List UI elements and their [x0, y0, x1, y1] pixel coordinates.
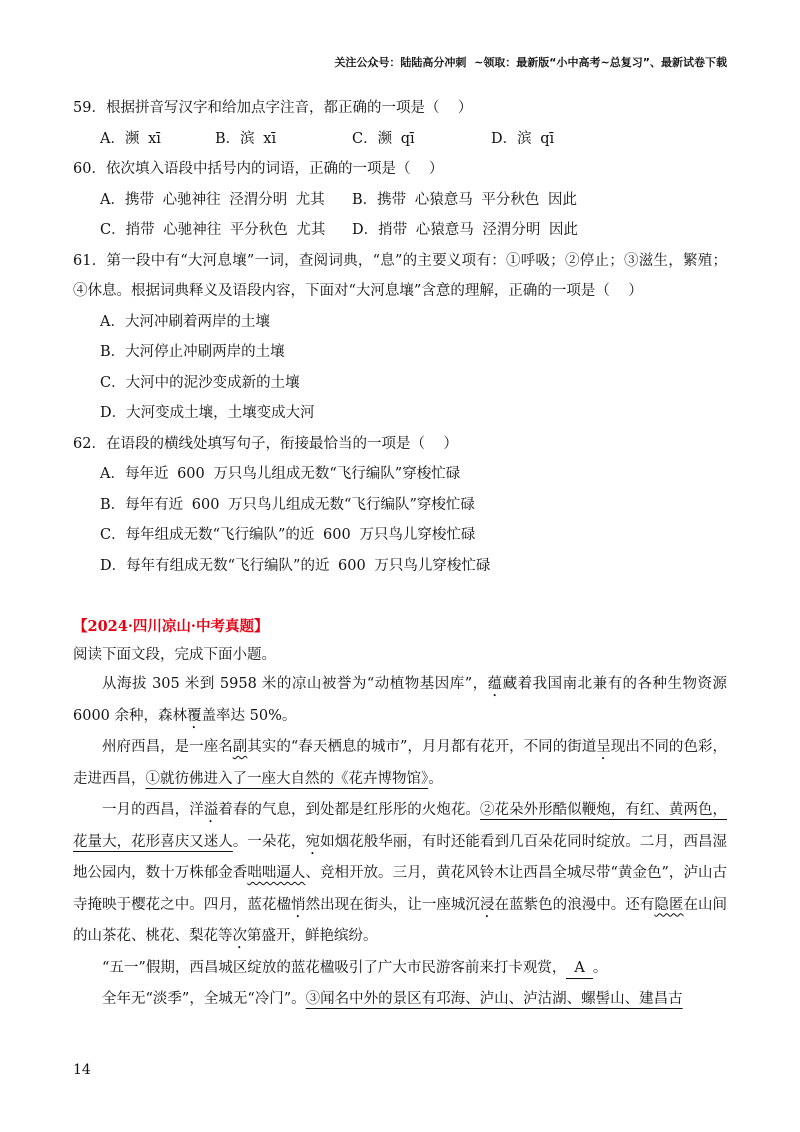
- passage-text: 其实的“春天栖息的城市”，月月都有花开，不同的街道: [247, 739, 597, 755]
- option-text: D．大河变成土壤，土壤变成大河: [100, 405, 315, 421]
- question-59-option-c: C．濒 qī: [352, 130, 415, 147]
- question-60-stem: 60．依次填入语段中括号内的词语，正确的一项是（ ）: [73, 161, 444, 177]
- passage-text: 。: [428, 770, 443, 787]
- question-61-option-a: [73, 307, 727, 338]
- passage-text: 盖率达 50%。: [201, 707, 297, 724]
- question-59-option-d: D．滨 qī: [491, 130, 555, 147]
- question-60-options-row-2: [73, 215, 727, 246]
- passage-text: 州府西昌，是一座名: [102, 739, 233, 755]
- passage-text: 、竞相开放。三月，黄花风铃木让西昌全城尽带“黄金色”，泸山古寺掩映于樱花之中。四月，蓝花楹: [73, 865, 728, 913]
- wavy-marked-text: 副: [232, 739, 248, 755]
- dotted-char: 溢: [203, 802, 219, 818]
- question-60-options-row-1: [73, 185, 727, 216]
- underlined-sentence-3: ③闻名中外的景区有邛海、泸山、泸沽湖、螺髻山、建昌古: [305, 991, 683, 1007]
- section-source-title: 【2024·四川凉山·中考真题】: [73, 618, 269, 635]
- question-62-option-c: [73, 520, 727, 551]
- passage-paragraph-3: [73, 795, 727, 953]
- question-60-option-c: C．捎带 心驰神往 平分秋色 尤其: [100, 222, 326, 238]
- passage-paragraph-5: [73, 984, 727, 1016]
- question-59-options: [73, 124, 727, 155]
- dotted-char: 宛: [305, 833, 321, 850]
- passage-paragraph-2: [73, 732, 727, 795]
- question-61-option-c: [73, 368, 727, 399]
- question-59-stem: 59．根据拼音写汉字和给加点字注音，都正确的一项是（ ）: [73, 100, 473, 116]
- option-text: D．每年有组成无数“飞行编队”的近 600 万只鸟儿穿梭忙碌: [100, 557, 491, 574]
- option-text: A．大河冲刷着两岸的土壤: [100, 313, 270, 330]
- question-60-option-b: B．携带 心猿意马 平分秋色 因此: [352, 191, 577, 208]
- option-text: B．每年有近 600 万只鸟儿组成无数“飞行编队”穿梭忙碌: [100, 496, 475, 513]
- passage-paragraph-4: [73, 953, 727, 985]
- dotted-char: 蕴: [487, 676, 503, 692]
- option-text: B．大河停止冲刷两岸的土壤: [100, 344, 285, 360]
- dotted-char: 呈: [596, 739, 611, 755]
- passage-text: 从海拔 305 米到 5958 米的凉山被誉为“动植物基因库”，: [102, 676, 488, 692]
- page-number: 14: [73, 1062, 91, 1078]
- reading-passage: [73, 669, 727, 1016]
- option-text: C．大河中的泥沙变成新的土壤: [100, 374, 300, 391]
- passage-text: 在蓝紫色的浪漫中。还有: [494, 896, 655, 913]
- questions-block: [73, 93, 727, 581]
- passage-text: 第盛开，鲜艳缤纷。: [247, 928, 378, 944]
- section-instruction: 阅读下面文段，完成下面小题。: [73, 647, 276, 663]
- question-62-option-a: [73, 459, 727, 490]
- underlined-sentence-1: ①就彷佛进入了一座大自然的《花卉博物馆》: [145, 770, 429, 787]
- passage-text: 然出现在街头，让一座城沉: [305, 896, 480, 913]
- passage-text: 如烟花般华丽，有时还能看到几百朵花同时绽放。二月，西昌湿地公园内，数十万株郁金香: [73, 833, 728, 881]
- question-59-option-a: A．濒 xī: [100, 130, 161, 147]
- passage-text: 现出不同的色彩，走进西昌，: [73, 739, 728, 787]
- dotted-char: 次: [232, 928, 247, 944]
- exam-section-heading: [73, 613, 727, 669]
- dotted-char: 浸: [479, 896, 495, 913]
- passage-text: 着春的气息，到处都是红彤彤的火炮花。: [218, 802, 480, 818]
- question-59-option-b: B．滨 xī: [215, 130, 277, 147]
- passage-text: “五一”假期，西昌城区绽放的蓝花楹吸引了广大市民游客前来打卡观赏，: [102, 959, 567, 976]
- question-61-option-d: [73, 398, 727, 429]
- passage-text: 。: [592, 959, 608, 976]
- underlined-sentence-2: ②花朵外形酷似鞭炮，有红、黄两色，花量大，花形喜庆又迷人: [73, 802, 728, 850]
- passage-text: 在山间的山茶花、桃花、梨花等: [73, 896, 728, 944]
- passage-text: 。一朵花，: [232, 833, 306, 850]
- passage-text: 一月的西昌，洋: [102, 802, 204, 818]
- question-62-stem: 62．在语段的横线处填写句子，衔接最恰当的一项是（ ）: [73, 435, 458, 452]
- option-text: A．每年近 600 万只鸟儿组成无数“飞行编队”穿梭忙碌: [100, 466, 461, 482]
- question-62-option-d: [73, 551, 727, 582]
- dotted-char: 悄: [291, 896, 306, 913]
- question-61-option-b: [73, 337, 727, 368]
- page-header-banner: 关注公众号：陆陆高分冲刺 ~领取：最新版“小中高考~总复习”、最新试卷下载: [334, 56, 727, 69]
- wavy-marked-text: 隐匿: [654, 896, 684, 913]
- passage-text: 藏着我国南北兼有的各种生物资源 6000 余种，森林: [73, 676, 728, 724]
- fill-in-blank-a: A: [566, 958, 592, 979]
- passage-paragraph-1: [73, 669, 727, 732]
- option-text: C．每年组成无数“飞行编队”的近 600 万只鸟儿穿梭忙碌: [100, 527, 476, 543]
- wavy-marked-text: 咄咄逼人: [247, 865, 306, 881]
- question-61-stem: 61．第一段中有“大河息壤”一词，查阅词典，“息”的主要义项有：①呼吸；②停止；③滋生，繁殖；④休息。根据词典释义及语段内容，下面对“大河息壤”含意的理解，正确的一项是（ ）: [73, 252, 727, 299]
- question-62-option-b: [73, 490, 727, 521]
- question-60-option-a: A．携带 心驰神往 泾渭分明 尤其: [100, 191, 325, 208]
- question-60-option-d: D．捎带 心猿意马 泾渭分明 因此: [352, 222, 578, 238]
- passage-text: 全年无“淡季”，全城无“冷门”。: [102, 991, 306, 1007]
- dotted-char: 覆: [187, 707, 202, 724]
